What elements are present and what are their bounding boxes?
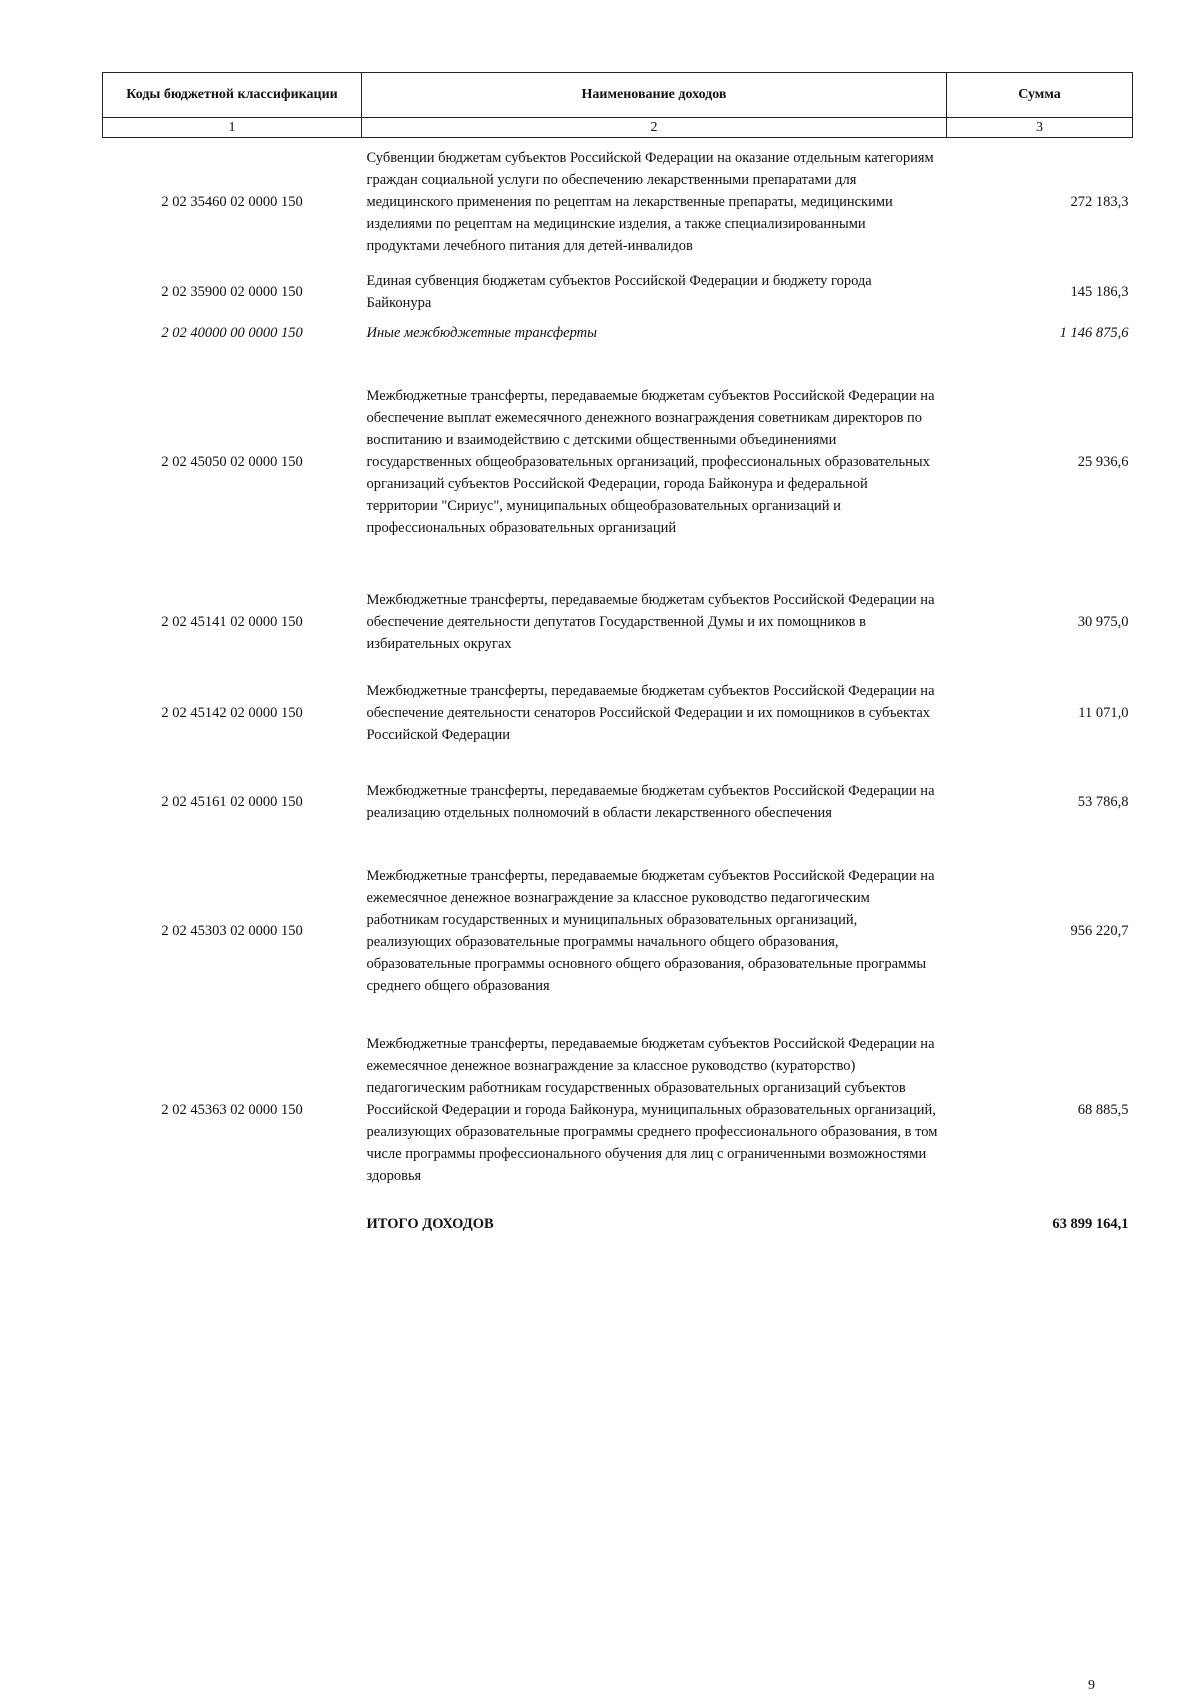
table-row bbox=[103, 668, 1133, 758]
table-row bbox=[103, 1016, 1133, 1204]
revenue-amount: 25 936,6 bbox=[1077, 453, 1129, 470]
revenue-name: Субвенции бюджетам субъектов Российской Федерации на оказание отдельным категориям граждан социальной услуги по обеспечению лекарственными препаратами для медицинского применения по рецептам на лекарственные препараты, медицинскими изделиями по рецептам на медицинские изделия, а также специализированными продуктами лечебного питания для детей-инвалидов bbox=[366, 149, 934, 254]
budget-code: 2 02 45363 02 0000 150 bbox=[161, 1101, 303, 1118]
table-row bbox=[103, 348, 1133, 576]
budget-code: 2 02 45142 02 0000 150 bbox=[161, 704, 303, 721]
revenue-amount: 30 975,0 bbox=[1077, 613, 1129, 630]
revenue-name: Межбюджетные трансферты, передаваемые бюджетам субъектов Российской Федерации на обеспечение выплат ежемесячного денежного вознаграждения советникам директоров по воспитанию и взаимодействию с детскими общественными объединениями государственных общеобразовательных организаций, профессиональных образовательных организаций субъектов Российской Федерации, города Байконура и федеральной территории "Сириус", муниципальных общеобразовательных организаций и профессиональных образовательных организаций bbox=[366, 387, 935, 536]
budget-code: 2 02 45161 02 0000 150 bbox=[161, 793, 303, 810]
total-label: ИТОГО ДОХОДОВ bbox=[366, 1215, 494, 1232]
table-row bbox=[103, 266, 1133, 318]
revenue-amount: 53 786,8 bbox=[1077, 793, 1129, 810]
page-number: 9 bbox=[1088, 1678, 1095, 1693]
column-number-1: 1 bbox=[103, 118, 362, 138]
table-row bbox=[103, 576, 1133, 668]
revenue-name: Единая субвенция бюджетам субъектов Российской Федерации и бюджету города Байконура bbox=[366, 272, 872, 311]
revenue-name: Межбюджетные трансферты, передаваемые бюджетам субъектов Российской Федерации на ежемесячное денежное вознаграждение за классное руководство педагогическим работникам государственных и муниципальных образовательных организаций, реализующих образовательные программы начального общего образования, образовательные программы основного общего образования, образовательные программы среднего общего образования bbox=[366, 867, 935, 994]
total-code-cell bbox=[103, 1204, 362, 1244]
revenue-name: Межбюджетные трансферты, передаваемые бюджетам субъектов Российской Федерации на ежемесячное денежное вознаграждение за классное руководство (кураторство) педагогическим работникам государственных образовательных организаций субъектов Российской Федерации и города Байконура, муниципальных образовательных организаций, реализующих образовательные программы среднего профессионального образования, в том числе программы профессионального обучения для лиц с ограниченными возможностями здоровья bbox=[366, 1035, 938, 1184]
header-amount: Сумма bbox=[947, 73, 1133, 118]
column-number-3: 3 bbox=[947, 118, 1133, 138]
budget-code: 2 02 35900 02 0000 150 bbox=[161, 283, 303, 300]
budget-code: 2 02 45303 02 0000 150 bbox=[161, 922, 303, 939]
column-number-2: 2 bbox=[362, 118, 947, 138]
table-header bbox=[103, 73, 1133, 138]
revenue-name: Межбюджетные трансферты, передаваемые бюджетам субъектов Российской Федерации на реализацию отдельных полномочий в области лекарственного обеспечения bbox=[366, 782, 935, 821]
revenue-name: Межбюджетные трансферты, передаваемые бюджетам субъектов Российской Федерации на обеспечение деятельности сенаторов Российской Федерации и их помощников в субъектах Российской Федерации bbox=[366, 682, 935, 743]
budget-code: 2 02 45141 02 0000 150 bbox=[161, 613, 303, 630]
budget-code: 2 02 40000 00 0000 150 bbox=[161, 324, 303, 341]
header-budget-codes: Коды бюджетной классификации bbox=[103, 73, 362, 118]
table-body bbox=[103, 138, 1133, 1244]
revenue-table-sheet bbox=[102, 72, 1132, 1244]
header-revenue-name: Наименование доходов bbox=[362, 73, 947, 118]
revenue-amount: 11 071,0 bbox=[1078, 704, 1129, 721]
revenue-amount: 1 146 875,6 bbox=[1059, 324, 1129, 341]
table-row-total bbox=[103, 1204, 1133, 1244]
table-row bbox=[103, 138, 1133, 266]
table-row bbox=[103, 758, 1133, 846]
revenue-amount: 68 885,5 bbox=[1077, 1101, 1129, 1118]
revenue-name: Межбюджетные трансферты, передаваемые бюджетам субъектов Российской Федерации на обеспечение деятельности депутатов Государственной Думы и их помощников в избирательных округах bbox=[366, 591, 935, 652]
revenue-amount: 272 183,3 bbox=[1070, 193, 1129, 210]
table-row-subtotal bbox=[103, 318, 1133, 348]
revenue-name: Иные межбюджетные трансферты bbox=[366, 324, 597, 341]
total-amount: 63 899 164,1 bbox=[1052, 1215, 1129, 1232]
revenue-table bbox=[102, 72, 1133, 1244]
revenue-amount: 145 186,3 bbox=[1070, 283, 1129, 300]
table-row bbox=[103, 846, 1133, 1016]
budget-code: 2 02 45050 02 0000 150 bbox=[161, 453, 303, 470]
revenue-amount: 956 220,7 bbox=[1070, 922, 1129, 939]
budget-code: 2 02 35460 02 0000 150 bbox=[161, 193, 303, 210]
